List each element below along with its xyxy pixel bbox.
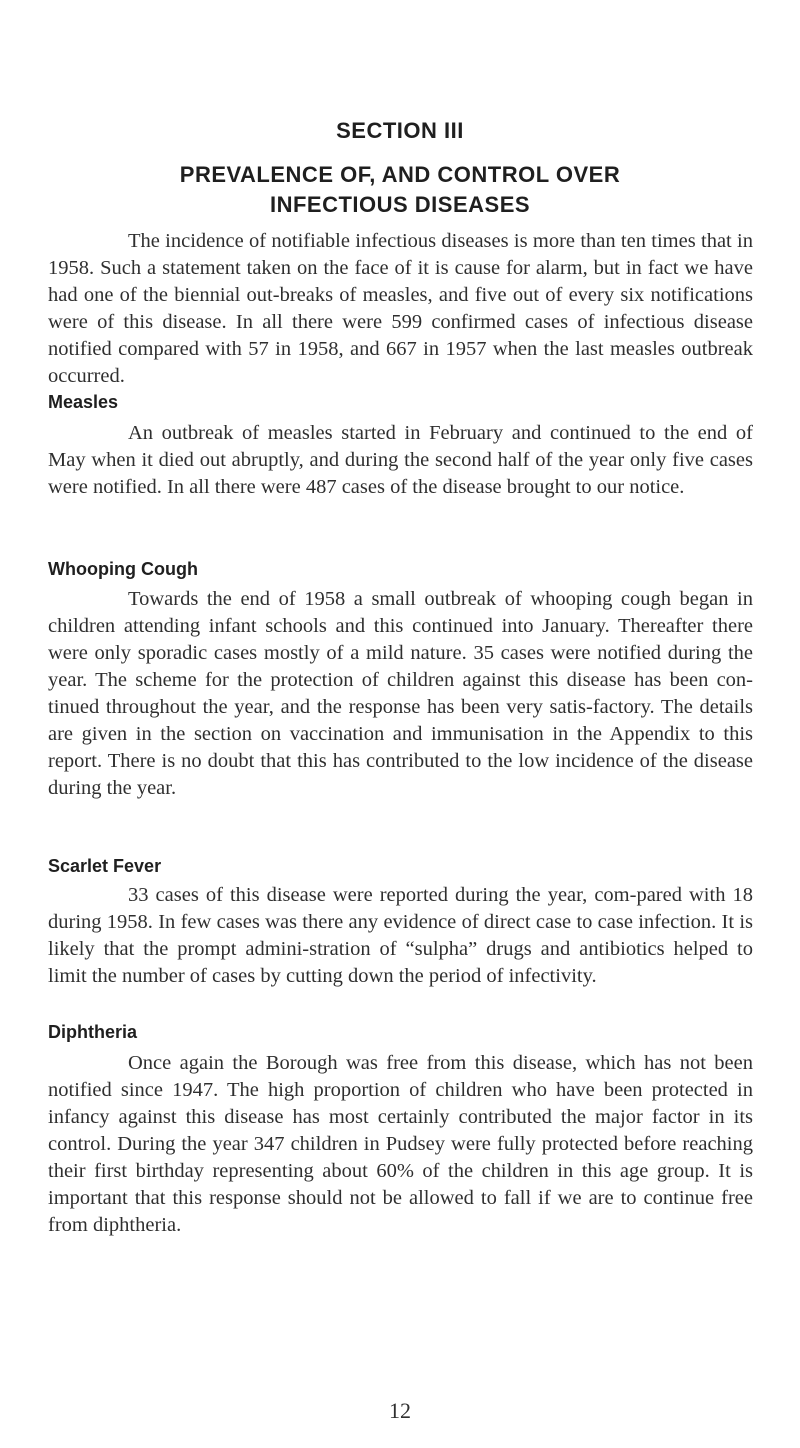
heading-scarlet-fever: Scarlet Fever: [48, 856, 162, 876]
title-line-2: INFECTIOUS DISEASES: [269, 192, 531, 217]
intro-paragraph: The incidence of notifiable infectious diseases is more than ten times that in 1958. Such a statement taken on the face of it is cause for alarm, but in fact we have had one of the biennial out-breaks of measles, and five out of every six notifications were of this disease. In all there were 599 confirmed cases of infectious disease notified compared with 57 in 1958, and 667 in 1957 when the last measles outbreak occurred.: [48, 230, 753, 387]
paragraph-diphtheria: Once again the Borough was free from this disease, which has not been notified since 1947. The high proportion of children who have been protected in infancy against this disease has most certainly contributed the major factor in its control. During the year 347 children in Pudsey were fully protected before reaching their first birthday representing about 60% of the children in this age group. It is important that this response should not be allowed to fall if we are to continue free from diphtheria.: [48, 1052, 753, 1236]
page-title: [0, 160, 800, 220]
paragraph-measles: An outbreak of measles started in February and continued to the end of May when it died out abruptly, and during the second half of the year only five cases were notified. In all there were 487 cases of the disease brought to our notice.: [48, 422, 753, 498]
title-line-1: PREVALENCE OF, AND CONTROL OVER: [179, 162, 621, 187]
section-label: SECTION III: [336, 118, 464, 143]
paragraph-scarlet-fever: 33 cases of this disease were reported during the year, com-pared with 18 during 1958. In few cases was there any evidence of direct case to case infection. It is likely that the prompt admini-stration of “sulpha” drugs and antibiotics helped to limit the number of cases by cutting down the period of infectivity.: [48, 884, 753, 987]
paragraph-whooping-cough: Towards the end of 1958 a small outbreak of whooping cough began in children attending infant schools and this continued into January. Thereafter there were only sporadic cases mostly of a mild nature. 35 cases were notified during the year. The scheme for the protection of children against this disease has been con-tinued throughout the year, and the response has been very satis-factory. The details are given in the section on vaccination and immunisation in the Appendix to this report. There is no doubt that this has contributed to the low incidence of the disease during the year.: [48, 588, 753, 799]
heading-whooping-cough: Whooping Cough: [48, 559, 198, 579]
heading-measles: Measles: [48, 392, 119, 412]
page-number: 12: [389, 1398, 411, 1423]
heading-diphtheria: Diphtheria: [48, 1022, 138, 1042]
